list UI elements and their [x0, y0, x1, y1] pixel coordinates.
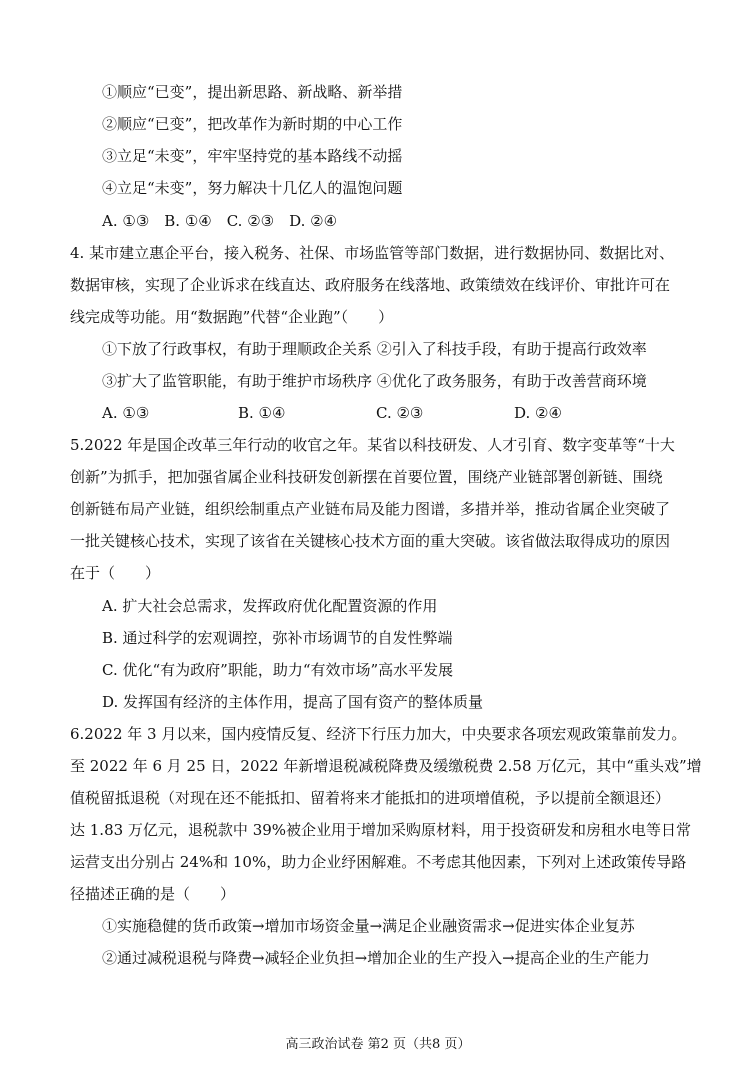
q5-choice-a: A. 扩大社会总需求，发挥政府优化配置资源的作用: [102, 597, 438, 615]
q5-choice-d: D. 发挥国有经济的主体作用，提高了国有资产的整体质量: [102, 693, 484, 711]
q4-stem-line-3: 线完成等功能。用“数据跑”代替“企业跑”（ ）: [70, 308, 394, 326]
q4-options-line-1: ①下放了行政事权，有助于理顺政企关系 ②引入了科技手段，有助于提高行政效率: [102, 340, 647, 358]
q6-stem-line-1: 6.2022 年 3 月以来，国内疫情反复、经济下行压力加大，中央要求各项宏观政策靠前发力。: [70, 725, 687, 743]
q5-stem-line-2: 创新”为抓手，把加强省属企业科技研发创新摆在首要位置，围绕产业链部署创新链、围绕: [70, 468, 663, 486]
q6-stem-line-4: 达 1.83 万亿元，退税款中 39%被企业用于增加采购原材料，用于投资研发和房租水电等日常: [70, 821, 692, 839]
q5-stem-line-1: 5.2022 年是国企改革三年行动的收官之年。某省以科技研发、人才引育、数字变革等“十大: [70, 436, 675, 454]
q5-stem-line-4: 一批关键核心技术，实现了该省在关键核心技术方面的重大突破。该省做法取得成功的原因: [70, 532, 671, 550]
q3-option-3: ③立足“未变”，牢牢坚持党的基本路线不动摇: [102, 147, 403, 165]
q5-choice-b: B. 通过科学的宏观调控，弥补市场调节的自发性弊端: [102, 629, 453, 647]
q4-choice-a: A. ①③: [102, 404, 150, 422]
q5-choice-c: C. 优化“有为政府”职能，助力“有效市场”高水平发展: [102, 661, 454, 679]
q6-stem-line-6: 径描述正确的是（ ）: [70, 885, 236, 903]
q5-stem-line-3: 创新链布局产业链，组织绘制重点产业链布局及能力图谱，多措并举，推动省属企业突破了: [70, 500, 671, 518]
q6-option-2: ②通过减税退税与降费→减轻企业负担→增加企业的生产投入→提高企业的生产能力: [102, 949, 650, 967]
q3-answer-choices: A. ①③ B. ①④ C. ②③ D. ②④: [102, 212, 338, 230]
q6-option-1: ①实施稳健的货币政策→增加市场资金量→满足企业融资需求→促进实体企业复苏: [102, 917, 635, 935]
q4-stem-line-1: 4. 某市建立惠企平台，接入税务、社保、市场监管等部门数据，进行数据协同、数据比对、: [70, 244, 675, 262]
q6-stem-line-5: 运营支出分别占 24%和 10%，助力企业纾困解难。不考虑其他因素，下列对上述政策传导路: [70, 853, 687, 871]
q4-stem-line-2: 数据审核，实现了企业诉求在线直达、政府服务在线落地、政策绩效在线评价、审批许可在: [70, 276, 671, 294]
page-footer: 高三政治试卷 第2 页（共8 页）: [285, 1037, 471, 1052]
q4-choice-c: C. ②③: [376, 404, 424, 422]
q3-option-2: ②顺应“已变”，把改革作为新时期的中心工作: [102, 115, 403, 133]
q4-choice-d: D. ②④: [514, 404, 562, 422]
q3-option-4: ④立足“未变”，努力解决十几亿人的温饱问题: [102, 179, 403, 197]
q3-option-1: ①顺应“已变”，提出新思路、新战略、新举措: [102, 83, 403, 101]
q6-stem-line-2: 至 2022 年 6 月 25 日，2022 年新增退税减税降费及缓缴税费 2.58 万亿元，其中“重头戏”增: [70, 757, 702, 775]
q5-stem-line-5: 在于（ ）: [70, 564, 161, 582]
q4-choice-b: B. ①④: [238, 404, 286, 422]
q4-options-line-2: ③扩大了监管职能，有助于维护市场秩序 ④优化了政务服务，有助于改善营商环境: [102, 372, 647, 390]
q6-stem-line-3: 值税留抵退税（对现在还不能抵扣、留着将来才能抵扣的进项增值税，予以提前全额退还）: [70, 789, 671, 807]
